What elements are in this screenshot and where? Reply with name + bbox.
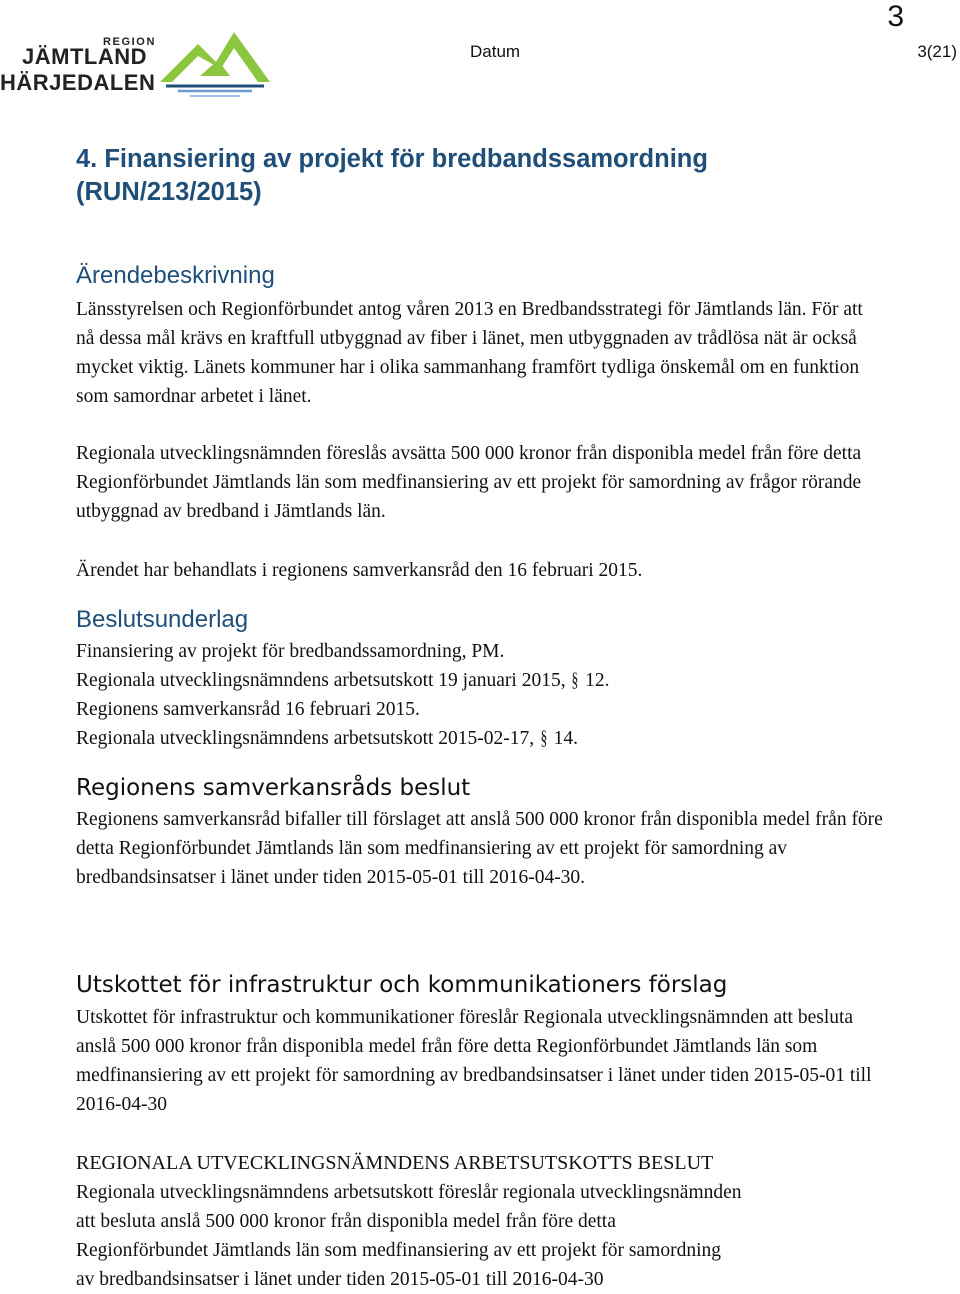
underlag-item-4 — [76, 724, 578, 753]
samverkansrad-beslut-paragraph: Regionens samverkansråd bifaller till förslaget att anslå 500 000 kronor från disponibla medel från före detta Regionförbundet Jämtlands län som medfinansiering av ett projekt för samordning av bredbandsinsatser i länet under tiden 2015-05-01 till 2016-04-30. — [76, 809, 883, 888]
underlag-item-2-number: 12. — [585, 670, 610, 691]
underlag-item-4-number: 14. — [553, 728, 579, 749]
heading-samverkansrad-beslut: Regionens samverkansråds beslut — [76, 775, 471, 801]
date-label: Datum — [470, 42, 521, 61]
underlag-item-3 — [76, 695, 420, 724]
heading-arendebeskrivning: Ärendebeskrivning — [76, 262, 275, 289]
heading-beslutsunderlag: Beslutsunderlag — [76, 606, 249, 633]
au-beslut-line-4: av bredbandsinsatser i länet under tiden 2015-05-01 till 2016-04-30 — [76, 1269, 604, 1290]
underlag-item-3-text: Regionens samverkansråd 16 februari 2015. — [76, 699, 420, 720]
mountain-logo-icon — [160, 30, 270, 102]
arende-paragraph-3: Ärendet har behandlats i regionens samverkansråd den 16 februari 2015. — [76, 560, 643, 581]
au-beslut-line-1: Regionala utvecklingsnämndens arbetsutskott föreslår regionala utvecklingsnämnden — [76, 1182, 742, 1203]
heading-utskottet-forslag: Utskottet för infrastruktur och kommunikationers förslag — [76, 972, 728, 998]
underlag-item-1 — [76, 637, 504, 666]
logo-harjedalen-text: HÄRJEDALEN — [0, 70, 156, 95]
logo-jamtland-text: JÄMTLAND — [22, 44, 147, 69]
logo-region-text: REGION — [103, 36, 156, 48]
title-line-2: (RUN/213/2015) — [76, 178, 262, 206]
underlag-item-2-text: Regionala utvecklingsnämndens arbetsutskott 19 januari 2015, — [76, 670, 566, 691]
au-beslut-line-2: att besluta anslå 500 000 kronor från disponibla medel från före detta — [76, 1211, 616, 1232]
arende-paragraph-1: Länsstyrelsen och Regionförbundet antog våren 2013 en Bredbandsstrategi för Jämtlands län. För att nå dessa mål krävs en kraftfull utbyggnad av fiber i länet, men utbyggnaden av trådlösa nät är också mycket viktig. Länets kommuner har i olika sammanhang framfört tydliga önskemål om en funktion som samordnar arbetet i länet. — [76, 299, 863, 407]
underlag-item-4-text: Regionala utvecklingsnämndens arbetsutskott 2015-02-17, — [76, 728, 535, 749]
au-beslut-line-3: Regionförbundet Jämtlands län som medfinansiering av ett projekt för samordning — [76, 1240, 721, 1261]
title-line-1: 4. Finansiering av projekt för bredbandssamordning — [76, 145, 708, 173]
paragraph-sign: § — [540, 728, 548, 749]
document-title — [76, 143, 896, 209]
arende-paragraph-2: Regionala utvecklingsnämnden föreslås avsätta 500 000 kronor från disponibla medel från före detta Regionförbundet Jämtlands län som medfinansiering av ett projekt för samordning av frågor rörande utbyggnad av bredband i Jämtlands län. — [76, 443, 862, 522]
utskottet-paragraph: Utskottet för infrastruktur och kommunikationer föreslår Regionala utvecklingsnämnden att besluta anslå 500 000 kronor från disponibla medel från före detta Regionförbundet Jämtlands län som medfinansiering av ett projekt för samordning av bredbandsinsatser i länet under tiden 2015-05-01 till 2016-04-30 — [76, 1007, 872, 1115]
paragraph-sign: § — [571, 670, 579, 691]
heading-au-beslut: REGIONALA UTVECKLINGSNÄMNDENS ARBETSUTSKOTTS BESLUT — [76, 1152, 714, 1174]
page-number: 3 — [887, 0, 904, 33]
underlag-item-1-text: Finansiering av projekt för bredbandssamordning, PM. — [76, 641, 505, 662]
underlag-item-2 — [76, 666, 609, 695]
page-count: 3(21) — [917, 42, 957, 61]
